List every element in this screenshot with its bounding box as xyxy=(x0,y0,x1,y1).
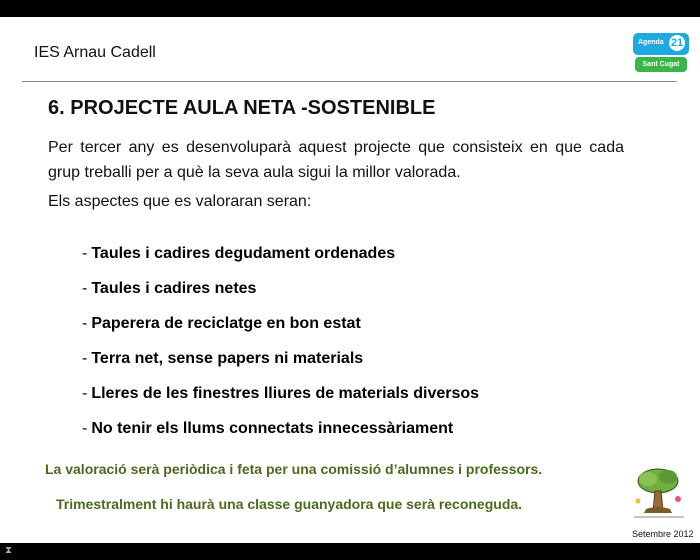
agenda21-logo xyxy=(633,33,689,73)
slide-title: 6. PROJECTE AULA NETA -SOSTENIBLE xyxy=(48,97,436,119)
header-divider xyxy=(22,81,677,82)
school-name: IES Arnau Cadell xyxy=(34,44,156,61)
slide-date: Setembre 2012 xyxy=(632,529,694,539)
tree-illustration xyxy=(628,465,690,523)
slide-nav-icon[interactable]: ⧗ xyxy=(5,545,13,556)
list-item: - Paperera de reciclatge en bon estat xyxy=(82,314,361,332)
logo-number: 21 xyxy=(670,37,684,49)
list-item: - Terra net, sense papers ni materials xyxy=(82,349,364,367)
aspects-list xyxy=(82,236,479,446)
list-item: - No tenir els llums connectats innecessàriament xyxy=(82,419,454,437)
aspects-intro: Els aspectes que es valoraran seran: xyxy=(48,193,312,210)
slide-header xyxy=(0,17,700,81)
logo-agenda-text: Agenda xyxy=(638,39,664,46)
logo-city-text: Sant Cugat xyxy=(642,61,680,68)
list-item: - Taules i cadires degudament ordenades xyxy=(82,244,396,262)
presentation-slide xyxy=(0,17,700,543)
list-item: - Lleres de les finestres lliures de materials diversos xyxy=(82,384,480,402)
intro-paragraph: Per tercer any es desenvoluparà aquest projecte que consisteix en que cada grup treballi per a què la seva aula sigui la millor valorada. xyxy=(48,139,624,181)
evaluation-note: La valoració serà periòdica i feta per una comissió d’alumnes i professors. xyxy=(45,461,543,477)
top-black-bar xyxy=(0,0,700,17)
bottom-black-bar xyxy=(0,543,700,560)
winner-note: Trimestralment hi haurà una classe guanyadora que serà reconeguda. xyxy=(56,496,523,512)
list-item: - Taules i cadires netes xyxy=(82,279,257,297)
